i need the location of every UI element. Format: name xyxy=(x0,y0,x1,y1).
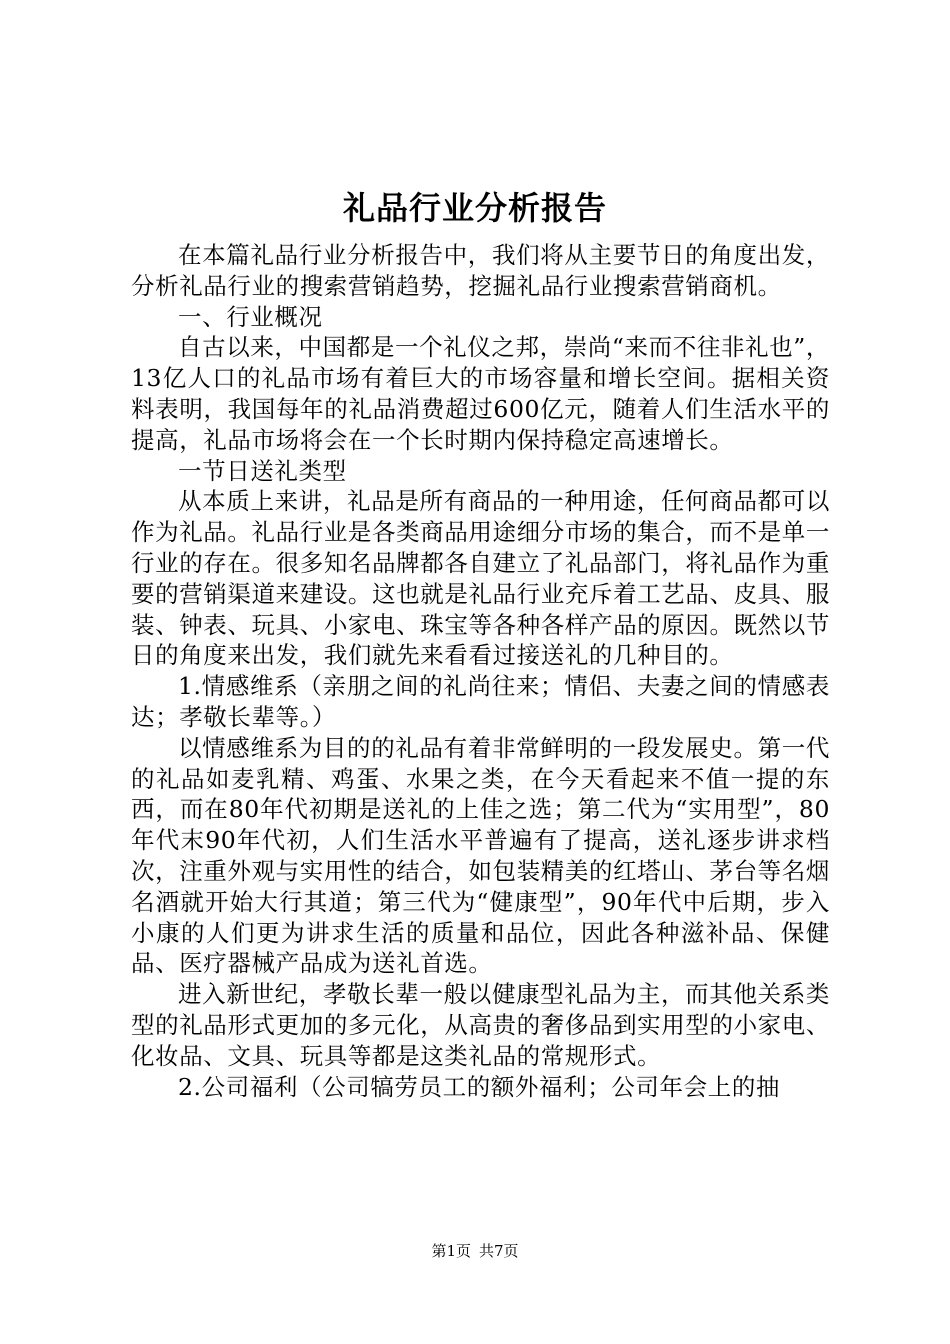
document-title: 礼品行业分析报告 xyxy=(342,189,607,227)
page-total: 共7页 xyxy=(479,1242,519,1260)
page-number: 第1页 xyxy=(431,1242,471,1260)
page-footer xyxy=(0,1241,950,1261)
paragraph-gift-nature: 从本质上来讲，礼品是所有商品的一种用途，任何商品都可以作为礼品。礼品行业是各类商品用途细分市场的集合，而不是单一行业的存在。很多知名品牌都各自建立了礼品部门，将礼品作为重要的营销渠道来建设。这也就是礼品行业充斥着工艺品、皮具、服装、钟表、玩具、小家电、珠宝等各种各样产品的原因。既然以节日的角度来出发，我们就先来看看过接送礼的几种目的。 xyxy=(131,487,830,670)
section-heading-overview: 一、行业概况 xyxy=(178,302,323,331)
paragraph-gift-history: 以情感维系为目的的礼品有着非常鲜明的一段发展史。第一代的礼品如麦乳精、鸡蛋、水果之类，在今天看起来不值一提的东西，而在80年代初期是送礼的上佳之选；第二代为“实用型”，80年代末90年代初，人们生活水平普遍有了提高，送礼逐步讲求档次，注重外观与实用性的结合，如包装精美的红塔山、茅台等名烟名酒就开始大行其道；第三代为“健康型”，90年代中后期，步入小康的人们更为讲求生活的质量和品位，因此各种滋补品、保健品、医疗器械产品成为送礼首选。 xyxy=(131,733,830,978)
list-item-company-welfare: 2.公司福利（公司犒劳员工的额外福利；公司年会上的抽 xyxy=(178,1072,781,1101)
paragraph-new-century: 进入新世纪，孝敬长辈一般以健康型礼品为主，而其他关系类型的礼品形式更加的多元化，从高贵的奢侈品到实用型的小家电、化妆品、文具、玩具等都是这类礼品的常规形式。 xyxy=(131,980,830,1070)
list-item-emotional-ties: 1.情感维系（亲朋之间的礼尚往来；情侣、夫妻之间的情感表达；孝敬长辈等。） xyxy=(131,672,830,731)
paragraph-overview: 自古以来，中国都是一个礼仪之邦，崇尚“来而不往非礼也”，13亿人口的礼品市场有着巨大的市场容量和增长空间。据相关资料表明，我国每年的礼品消费超过600亿元，随着人们生活水平的提高，礼品市场将会在一个长时期内保持稳定高速增长。 xyxy=(131,333,830,454)
section-heading-gift-types: 一节日送礼类型 xyxy=(178,456,347,485)
document-body xyxy=(131,240,830,1102)
paragraph-intro: 在本篇礼品行业分析报告中，我们将从主要节日的角度出发，分析礼品行业的搜索营销趋势，挖掘礼品行业搜索营销商机。 xyxy=(131,241,830,300)
